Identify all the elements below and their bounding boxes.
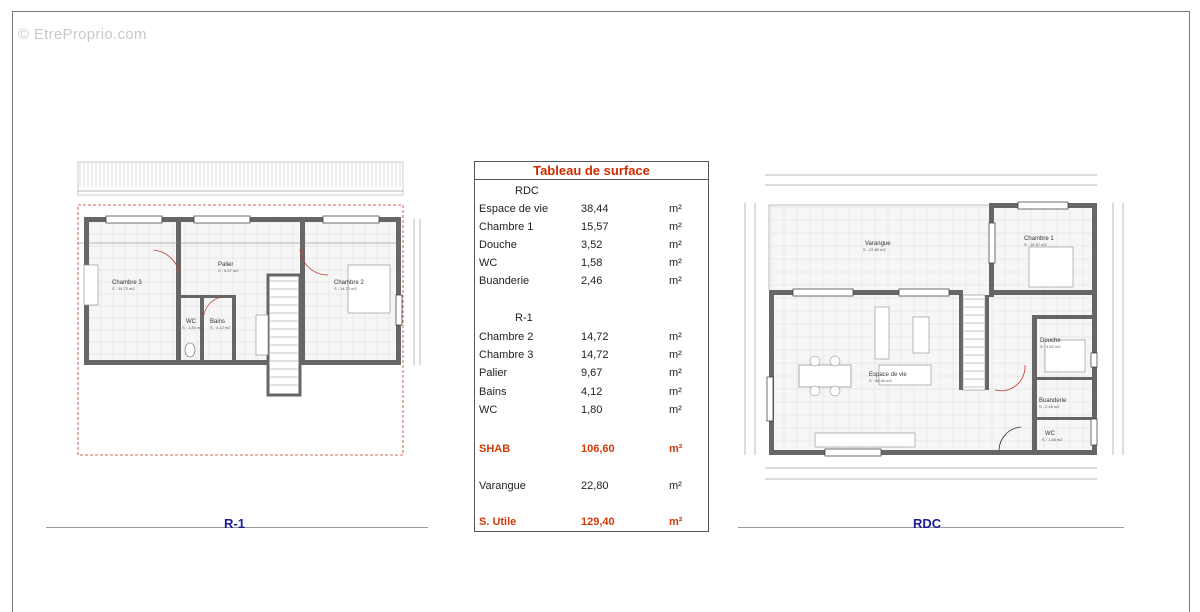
room-wc: WC bbox=[186, 319, 196, 325]
table-row: WC 1,58 m² bbox=[479, 257, 682, 269]
svg-text:S : 14.72 m2: S : 14.72 m2 bbox=[334, 286, 357, 291]
svg-text:S : 38.44 m2: S : 38.44 m2 bbox=[869, 378, 892, 383]
room-palier: Palier bbox=[218, 262, 234, 268]
table-row: Chambre 2 14,72 m² bbox=[479, 331, 682, 343]
room-buanderie: Buanderie bbox=[1039, 398, 1067, 404]
room-espace-de-vie: Espace de vie bbox=[869, 372, 907, 378]
room-varangue: Varangue bbox=[865, 241, 891, 247]
table-row: Buanderie 2,46 m² bbox=[479, 275, 682, 287]
svg-text:S : 9.67 m2: S : 9.67 m2 bbox=[218, 268, 239, 273]
table-row: Chambre 1 15,57 m² bbox=[479, 221, 682, 233]
plan-r-1-caption: R-1 bbox=[224, 516, 245, 531]
plan-rdc bbox=[735, 165, 1125, 485]
surface-table bbox=[474, 161, 709, 532]
table-row: Douche 3,52 m² bbox=[479, 239, 682, 251]
section-label-r-1: R-1 bbox=[515, 312, 533, 324]
table-row: WC 1,80 m² bbox=[479, 404, 682, 416]
table-row: Espace de vie 38,44 m² bbox=[479, 203, 682, 215]
svg-text:S : 1.80 m2: S : 1.80 m2 bbox=[182, 325, 203, 330]
table-row: Palier 9,67 m² bbox=[479, 367, 682, 379]
table-row: Bains 4,12 m² bbox=[479, 386, 682, 398]
svg-text:S : 15.57 m2: S : 15.57 m2 bbox=[1024, 242, 1047, 247]
svg-text:S : 14.72 m2: S : 14.72 m2 bbox=[112, 286, 135, 291]
room-chambre-3: Chambre 3 bbox=[112, 280, 142, 286]
plan-r-1 bbox=[70, 155, 430, 460]
svg-text:S : 4.12 m2: S : 4.12 m2 bbox=[210, 325, 231, 330]
table-row: Chambre 3 14,72 m² bbox=[479, 349, 682, 361]
room-bains: Bains bbox=[210, 319, 226, 325]
svg-text:S : 22.80 m2: S : 22.80 m2 bbox=[863, 247, 886, 252]
room-douche: Douche bbox=[1040, 338, 1061, 344]
room-wc: WC bbox=[1045, 431, 1055, 437]
varangue-row: Varangue 22,80 m² bbox=[479, 480, 682, 492]
watermark: © EtreProprio.com bbox=[18, 26, 147, 43]
table-title: Tableau de surface bbox=[475, 162, 708, 180]
shab-row: SHAB 106,60 m² bbox=[479, 443, 683, 455]
room-chambre-1: Chambre 1 bbox=[1024, 236, 1054, 242]
svg-text:S : 3.52 m2: S : 3.52 m2 bbox=[1040, 344, 1061, 349]
plan-rdc-caption: RDC bbox=[913, 516, 942, 531]
section-label-rdc: RDC bbox=[515, 185, 539, 197]
svg-text:S : 2.46 m2: S : 2.46 m2 bbox=[1039, 404, 1060, 409]
total-row: S. Utile 129,40 m² bbox=[479, 516, 683, 528]
svg-text:S : 1.58 m2: S : 1.58 m2 bbox=[1042, 437, 1063, 442]
room-chambre-2: Chambre 2 bbox=[334, 280, 364, 286]
